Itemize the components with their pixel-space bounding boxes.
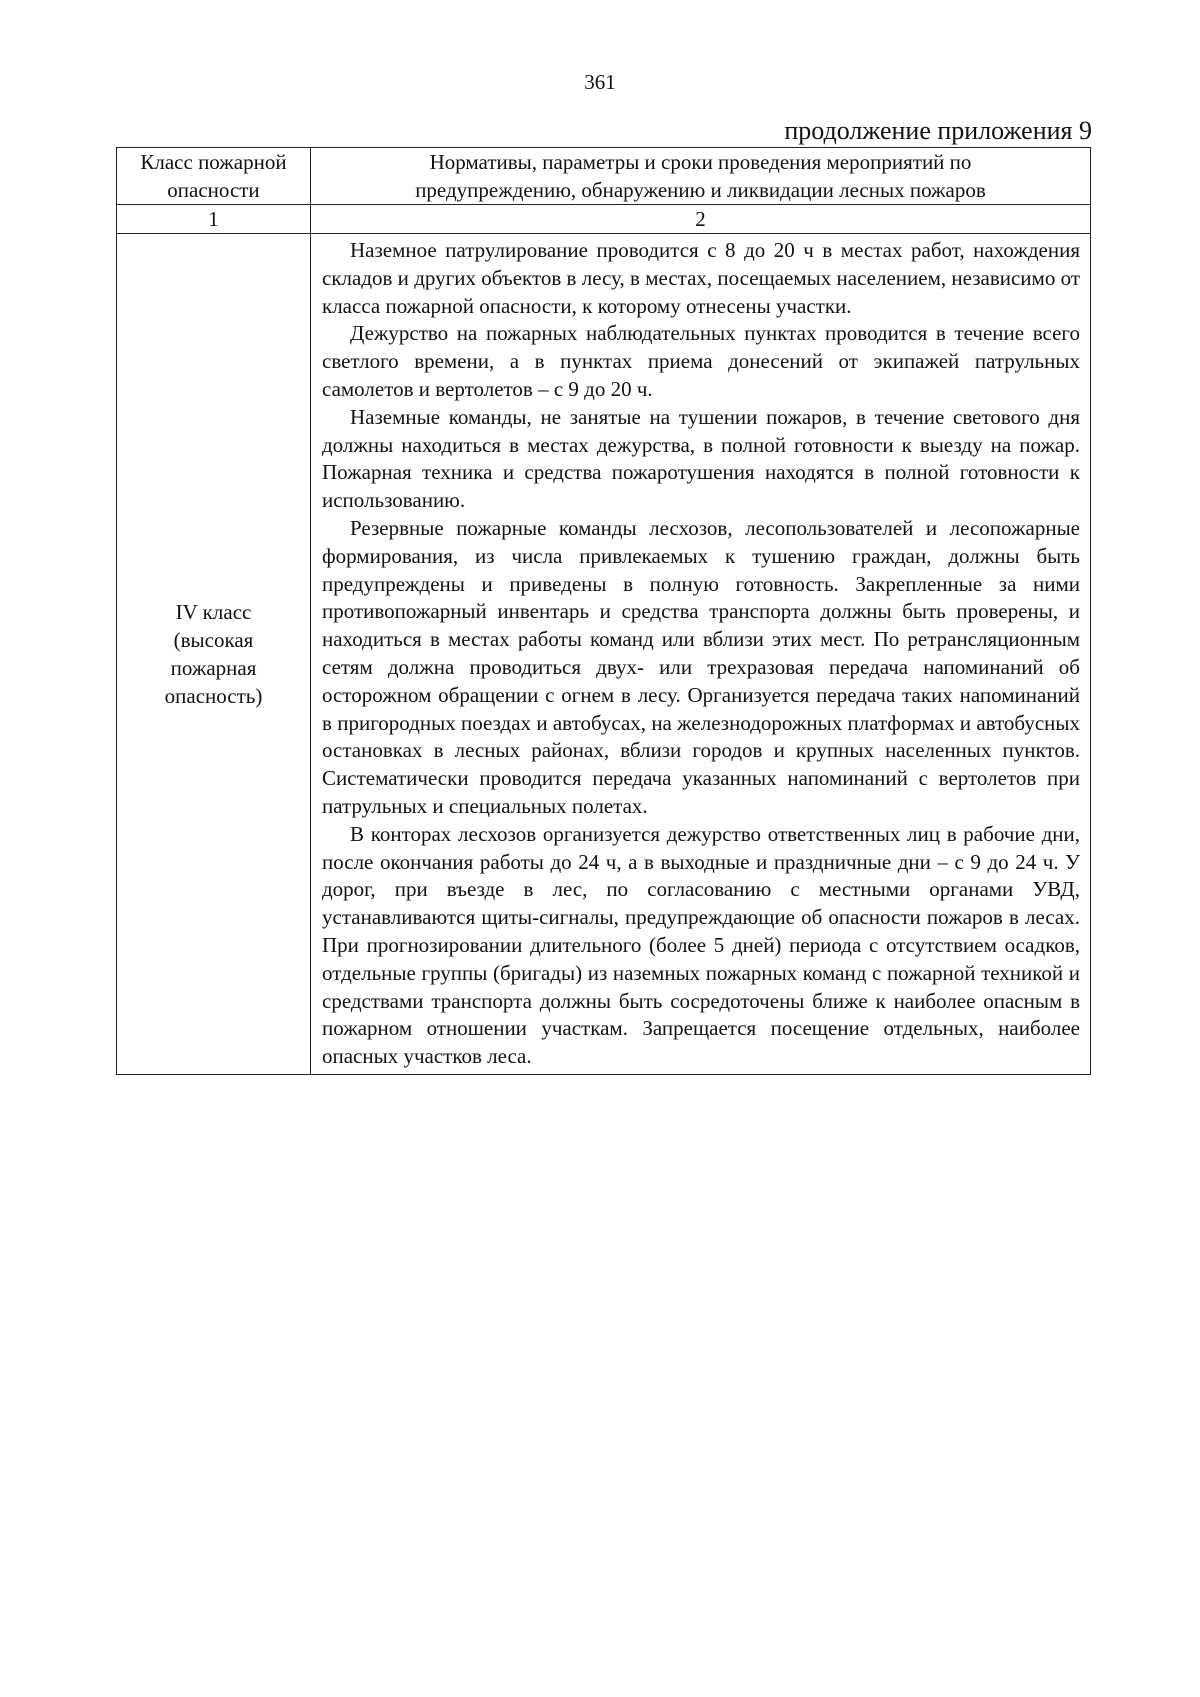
fire-class-line: опасность) — [164, 683, 263, 708]
column-number: 1 — [117, 205, 311, 234]
fire-class-cell — [117, 234, 311, 1075]
table-header-row — [117, 148, 1091, 205]
table-row — [117, 234, 1091, 1075]
fire-class-line: (высокая — [173, 627, 254, 652]
measures-table — [116, 147, 1091, 1075]
page-number: 361 — [584, 70, 616, 94]
column-number-row — [117, 205, 1091, 234]
measures-paragraph: Наземное патрулирование проводится с 8 до 20 ч в местах работ, нахождения складов и других объектов в лесу, в местах, посещаемых населением, независимо от класса пожарной опасности, к которому отнесены участки. — [322, 238, 1080, 318]
measures-paragraph: Дежурство на пожарных наблюдательных пунктах проводится в течение всего светлого времени, а в пунктах приема донесений от экипажей патрульных самолетов и вертолетов – с 9 до 20 ч. — [322, 321, 1080, 401]
fire-class-line: IV класс — [175, 599, 252, 624]
header-line: Нормативы, параметры и сроки проведения мероприятий по — [429, 150, 972, 174]
measures-paragraph: В конторах лесхозов организуется дежурство ответственных лиц в рабочие дни, после окончания работы до 24 ч, а в выходные и праздничные дни – с 9 до 24 ч. У дорог, при въезде в лес, по согласованию с местными органами УВД, устанавливаются щиты-сигналы, предупреждающие об опасности пожаров в лесах. При прогнозировании длительного (более 5 дней) периода с отсутствием осадков, отдельные группы (бригады) из наземных пожарных команд с пожарной техникой и средствами транспорта должны быть сосредоточены ближе к наиболее опасным в пожарном отношении участкам. Запрещается посещение отдельных, наиболее опасных участков леса. — [322, 821, 1080, 1069]
fire-class-line: пожарная — [170, 655, 257, 680]
continuation-label: продолжение приложения 9 — [784, 116, 1092, 145]
measures-paragraph: Резервные пожарные команды лесхозов, лесопользователей и лесопожарные формирования, из числа привлекаемых к тушению граждан, должны быть предупреждены и приведены в полную готовность. Закрепленные за ними противопожарный инвентарь и средства транспорта должны быть проверены, и находиться в местах работы команд или вблизи этих мест. По ретрансляционным сетям должна проводиться двух- или трехразовая передача напоминаний об осторожном обращении с огнем в лесу. Организуется передача таких напоминаний в пригородных поездах и автобусах, на железнодорожных платформах и автобусных остановках в лесных районах, вблизи городов и крупных населенных пунктов. Систематически проводится передача указанных напоминаний с вертолетов при патрульных и специальных полетах. — [322, 515, 1080, 818]
header-measures — [311, 148, 1091, 205]
header-line: предупреждению, обнаружению и ликвидации лесных пожаров — [415, 178, 986, 202]
measures-cell — [311, 234, 1091, 1075]
header-line: опасности — [167, 178, 260, 202]
header-fire-class — [117, 148, 311, 205]
column-number: 2 — [311, 205, 1091, 234]
header-line: Класс пожарной — [140, 150, 287, 174]
measures-paragraph: Наземные команды, не занятые на тушении пожаров, в течение светового дня должны находиться в местах дежурства, в полной готовности к выезду на пожар. Пожарная техника и средства пожаротушения находятся в полной готовности к использованию. — [322, 404, 1080, 513]
